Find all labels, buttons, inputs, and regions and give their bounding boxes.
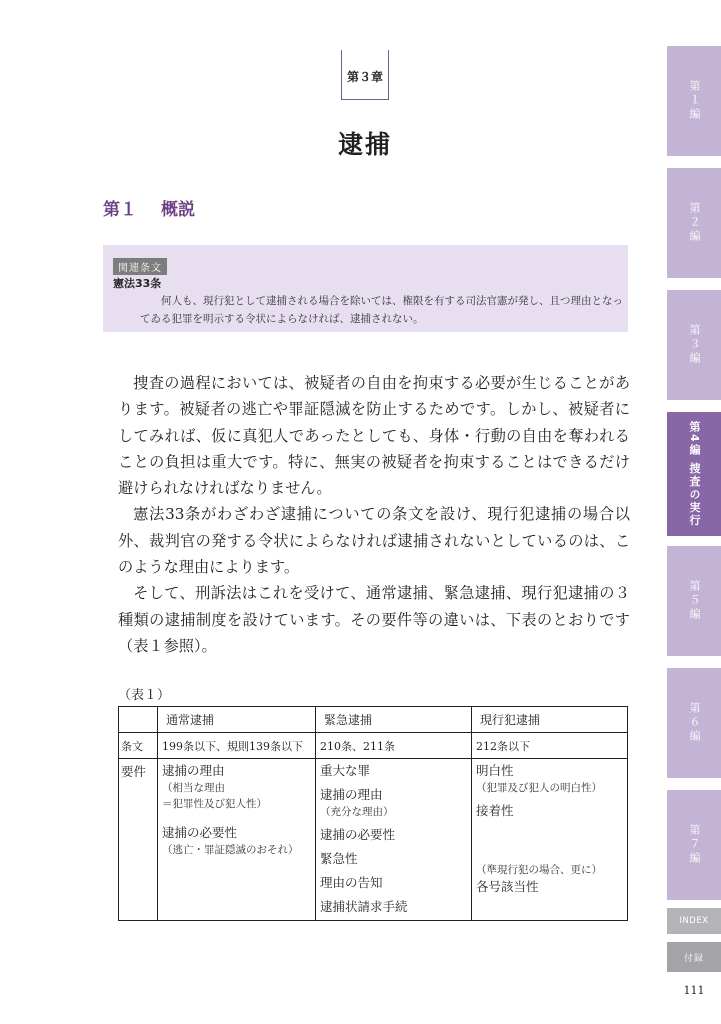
requirement-item: 接着性 [476, 803, 514, 818]
part-index-tabs [667, 46, 721, 976]
tab-part-1[interactable] [667, 46, 721, 156]
statute-name: 憲法33条 [113, 277, 162, 290]
requirement-item: 逮捕の必要性 [162, 825, 238, 840]
requirement-item: 緊急性 [320, 851, 358, 866]
tab-part-2[interactable] [667, 168, 721, 278]
requirements-ordinary [158, 759, 316, 921]
table-row [119, 759, 628, 921]
body-text [118, 370, 630, 659]
tab-part-6[interactable] [667, 668, 721, 778]
requirement-item: 逮捕の理由 [320, 787, 383, 802]
section-number: 第１ [103, 200, 137, 220]
requirement-item: 明白性 [476, 763, 514, 778]
statute-text-line1: 何人も、現行犯として逮捕される場合を除いては、権限を有する司法官憲が発し、且つ理由となっ [161, 295, 623, 307]
page-title: 逮捕 [337, 130, 392, 159]
table-caption: （表１） [118, 688, 171, 703]
tab-part-3[interactable] [667, 290, 721, 400]
page-number: 111 [683, 984, 705, 997]
requirement-note: （準現行犯の場合、更に） [476, 864, 602, 876]
arrest-comparison-table [118, 706, 628, 921]
chapter-label: 第３章 [346, 70, 383, 84]
table-header-row [119, 707, 628, 733]
row-label-requirements: 要件 [119, 759, 158, 921]
requirement-item: 理由の告知 [320, 875, 383, 890]
tab-part-4-active[interactable] [667, 412, 721, 536]
section-title: 概説 [161, 200, 195, 220]
requirement-item: 逮捕の理由 [162, 763, 225, 778]
tab-label: 第５編 [688, 580, 701, 622]
requirement-note: ＝犯罪性及び犯人性） [162, 798, 267, 810]
tab-index[interactable] [667, 908, 721, 934]
tab-label: 第4編 捜査の実行 [688, 420, 701, 528]
requirement-item: 逮捕の必要性 [320, 827, 396, 842]
corner-cell [119, 707, 158, 733]
requirement-item: 重大な罪 [320, 763, 371, 778]
header-emergency-arrest: 緊急逮捕 [316, 707, 472, 733]
tab-label: 第３編 [688, 324, 701, 366]
articles-ordinary: 199条以下、規則139条以下 [158, 733, 316, 759]
requirement-note: （逃亡・罪証隠滅のおそれ） [162, 844, 299, 856]
row-label-articles: 条文 [119, 733, 158, 759]
requirements-flagrant [472, 759, 628, 921]
paragraph-3: そして、刑訴法はこれを受けて、通常逮捕、緊急逮捕、現行犯逮捕の３種類の逮捕制度を設けています。その要件等の違いは、下表のとおりです（表１参照）。 [118, 584, 630, 655]
tab-label: 第２編 [688, 202, 701, 244]
requirement-item: 各号該当性 [476, 879, 539, 894]
tab-label: INDEX [679, 916, 709, 926]
tab-part-5[interactable] [667, 546, 721, 656]
section-heading [103, 195, 195, 220]
header-ordinary-arrest: 通常逮捕 [158, 707, 316, 733]
tab-label: 第７編 [688, 824, 701, 866]
articles-flagrant: 212条以下 [472, 733, 628, 759]
statute-text-line2: てゐる犯罪を明示する令状によらなければ、逮捕されない。 [140, 313, 424, 325]
tab-appendix[interactable] [667, 942, 721, 972]
statute-tag: 関連条文 [113, 258, 167, 275]
paragraph-1: 捜査の過程においては、被疑者の自由を拘束する必要が生じることがあります。被疑者の逃亡や罪証隠滅を防止するためです。しかし、被疑者にしてみれば、仮に真犯人であったとしても、身体・行動の自由を奪われることの負担は重大です。特に、無実の被疑者を拘束することはできるだけ避けられなければなりません。 [118, 374, 630, 498]
tab-label: 第６編 [688, 702, 701, 744]
chapter-label-box [341, 50, 389, 100]
requirement-note: （犯罪及び犯人の明白性） [476, 782, 602, 794]
tab-label: 付録 [683, 953, 704, 964]
tab-label: 第１編 [688, 80, 701, 122]
paragraph-2: 憲法33条がわざわざ逮捕についての条文を設け、現行犯逮捕の場合以外、裁判官の発する令状によらなければ逮捕されないとしているのは、このような理由によります。 [118, 505, 630, 577]
requirement-item: 逮捕状請求手続 [320, 899, 408, 914]
requirement-note: （充分な理由） [320, 806, 394, 818]
tab-part-7[interactable] [667, 790, 721, 900]
related-statute-box [103, 245, 628, 332]
requirement-note: （相当な理由 [162, 782, 225, 794]
articles-emergency: 210条、211条 [316, 733, 472, 759]
table-row [119, 733, 628, 759]
header-flagrant-arrest: 現行犯逮捕 [472, 707, 628, 733]
requirements-emergency [316, 759, 472, 921]
